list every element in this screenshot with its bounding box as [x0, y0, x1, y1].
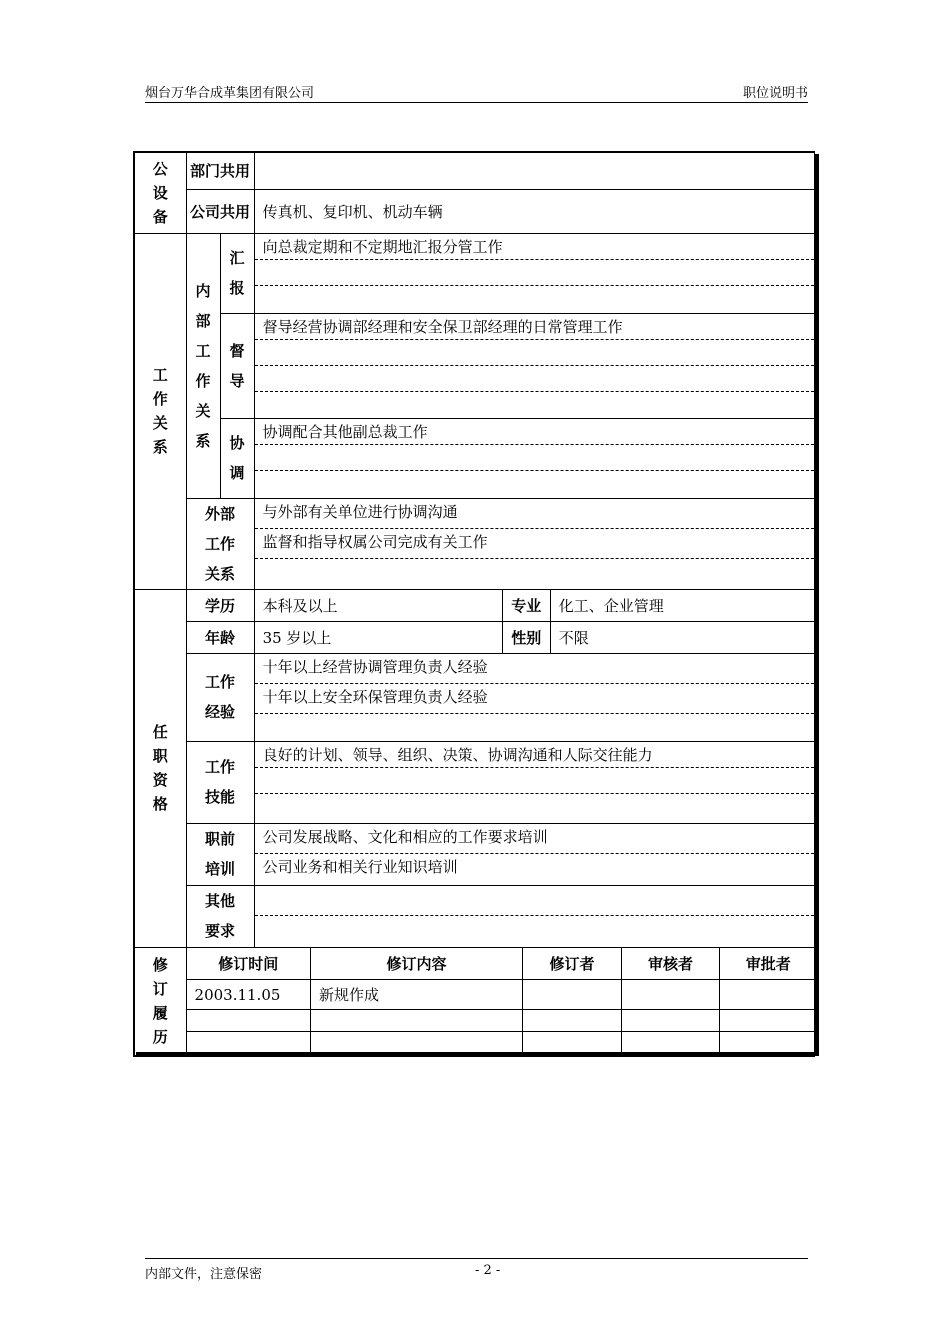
revision-header-reviewer: 审核者: [622, 948, 720, 980]
job-description-sheet: [133, 151, 815, 1052]
coordinate-line: [255, 471, 814, 497]
education-label: 学历: [186, 589, 254, 621]
revision-date: [187, 1032, 311, 1055]
page-number: - 2 -: [475, 1263, 501, 1278]
experience-label: 工作 经验: [186, 653, 254, 741]
table-shadow-right: [815, 154, 819, 1056]
revision-table: [187, 948, 817, 1055]
supervise-line: [255, 392, 814, 418]
revision-content: [311, 1032, 523, 1055]
age-value: 35 岁以上: [254, 621, 502, 653]
revision-header-reviser: 修订者: [523, 948, 622, 980]
report-content: [254, 233, 814, 313]
training-line: 公司发展战略、文化和相应的工作要求培训: [255, 824, 814, 854]
company-shared-label: 公司共用: [186, 189, 254, 233]
confidential-note: 内部文件，注意保密: [145, 1267, 263, 1282]
table-row: [187, 1032, 817, 1055]
revision-date: 2003.11.05: [187, 980, 311, 1010]
major-label: 专业: [502, 589, 550, 621]
coordinate-line: [255, 445, 814, 471]
revision-header-approver: 审批者: [720, 948, 817, 980]
revision-reviewer: [622, 980, 720, 1010]
relations-section-title: 工 作 关 系: [134, 233, 186, 589]
revision-reviser: [523, 1032, 622, 1055]
age-label: 年龄: [186, 621, 254, 653]
revision-content: 新规作成: [311, 980, 523, 1010]
report-label: 汇 报: [220, 233, 254, 313]
external-line: 与外部有关单位进行协调沟通: [255, 499, 814, 529]
supervise-label: 督 导: [220, 313, 254, 418]
external-line: 监督和指导权属公司完成有关工作: [255, 529, 814, 559]
revision-reviser: [523, 1010, 622, 1032]
report-line: [255, 260, 814, 286]
skills-content: [254, 741, 814, 823]
revision-header-date: 修订时间: [187, 948, 311, 980]
major-value: 化工、企业管理: [550, 589, 814, 621]
revision-content: [311, 1010, 523, 1032]
supervise-content: [254, 313, 814, 418]
experience-line: 十年以上安全环保管理负责人经验: [255, 684, 814, 714]
revision-date: [187, 1010, 311, 1032]
equipment-section-title: 公 设 备: [134, 152, 186, 233]
report-line: 向总裁定期和不定期地汇报分管工作: [255, 234, 814, 260]
company-shared-value: 传真机、复印机、机动车辆: [254, 189, 814, 233]
internal-relations-label: 内 部 工 作 关 系: [186, 233, 220, 498]
revision-reviewer: [622, 1010, 720, 1032]
dept-shared-value: [254, 152, 814, 189]
revision-approver: [720, 1032, 817, 1055]
job-description-table: [133, 151, 815, 1057]
page-header: [145, 80, 808, 103]
skills-line: [255, 768, 814, 794]
skills-line: [255, 794, 814, 820]
gender-label: 性别: [502, 621, 550, 653]
table-row: [187, 1010, 817, 1032]
qualifications-section-title: 任 职 资 格: [134, 589, 186, 947]
dept-shared-label: 部门共用: [186, 152, 254, 189]
training-content: [254, 823, 814, 885]
revision-reviewer: [622, 1032, 720, 1055]
skills-label: 工作 技能: [186, 741, 254, 823]
other-requirements-content: [254, 885, 814, 947]
experience-line: 十年以上经营协调管理负责人经验: [255, 654, 814, 684]
training-line: 公司业务和相关行业知识培训: [262, 857, 458, 876]
other-line: [255, 886, 814, 916]
supervise-line: 督导经营协调部经理和安全保卫部经理的日常管理工作: [255, 314, 814, 340]
report-line: [255, 286, 814, 312]
external-relations-content: [254, 498, 814, 589]
other-requirements-label: 其他 要求: [186, 885, 254, 947]
gender-value: 不限: [550, 621, 814, 653]
skills-line: 良好的计划、领导、组织、决策、协调沟通和人际交往能力: [255, 742, 814, 768]
revision-approver: [720, 980, 817, 1010]
supervise-line: [255, 366, 814, 392]
coordinate-label: 协 调: [220, 418, 254, 498]
revision-header-content: 修订内容: [311, 948, 523, 980]
coordinate-line: 协调配合其他副总裁工作: [255, 419, 814, 445]
training-label: 职前 培训: [186, 823, 254, 885]
table-row: [187, 980, 817, 1010]
other-line: [255, 916, 814, 946]
experience-content: [254, 653, 814, 741]
revision-history: [186, 947, 814, 1056]
page-footer: [145, 1258, 808, 1283]
revision-approver: [720, 1010, 817, 1032]
external-line: [255, 559, 814, 589]
revision-reviser: [523, 980, 622, 1010]
education-value: 本科及以上: [254, 589, 502, 621]
external-relations-label: 外部 工作 关系: [186, 498, 254, 589]
company-name: 烟台万华合成革集团有限公司: [145, 86, 315, 101]
supervise-line: [255, 340, 814, 366]
revision-section-title: 修 订 履 历: [134, 947, 186, 1056]
document-type: 职位说明书: [742, 86, 808, 101]
coordinate-content: [254, 418, 814, 498]
